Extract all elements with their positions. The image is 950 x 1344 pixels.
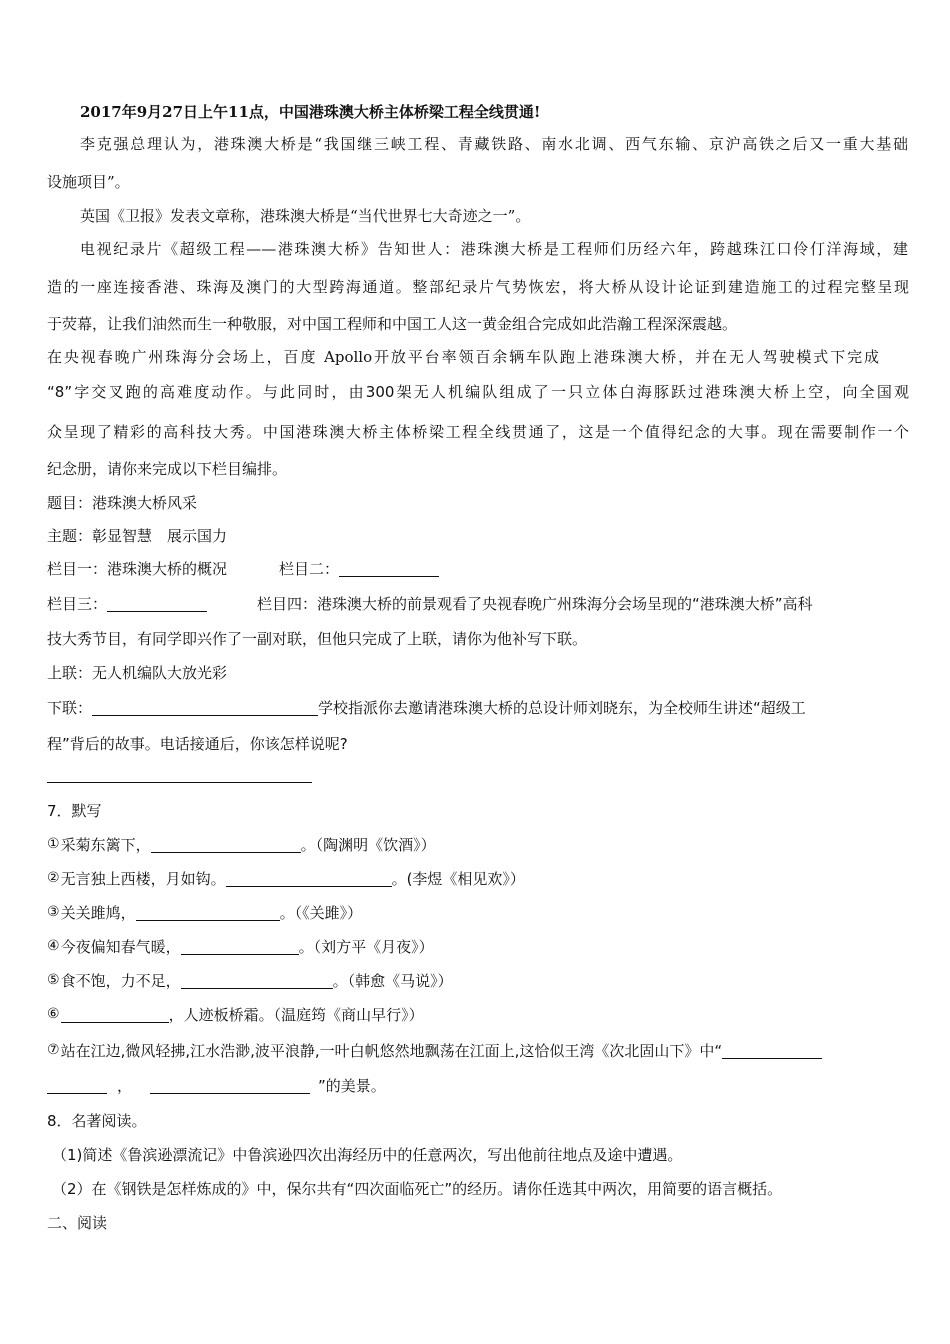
q7-blank-3[interactable] (136, 904, 280, 921)
q7-blank-5[interactable] (181, 972, 333, 989)
intro-line-7: 于荧幕，让我们油然而生一种敬服，对中国工程师和中国工人这一黄金组合完成如此浩瀚工程深深震越。 (47, 315, 738, 333)
q7-heading: 7．默写 (47, 802, 102, 820)
q7-item-7: ⑦站在江边,微风轻拂,江水浩渺,波平浪静,一叶白帆悠然地飘荡在江面上,这恰似王湾《次北固山下》中“ (47, 1039, 909, 1062)
q8-heading: 8．名著阅读。 (47, 1112, 147, 1130)
column-3-label: 栏目三： (47, 595, 108, 613)
lower-couplet-label: 下联： (47, 699, 93, 717)
q8-part-1: （1)简述《鲁滨逊漂流记》中鲁滨逊四次出海经历中的任意两次，写出他前往地点及途中遭遇。 (52, 1146, 683, 1164)
invite-task: 学校指派你去邀请港珠澳大桥的总设计师刘晓东，为全校师生讲述“超级工 (318, 699, 806, 717)
q7-item-2: ②无言独上西楼，月如钩。 。(李煜《相见欢》） (47, 870, 525, 888)
upper-couplet: 上联：无人机编队大放光彩 (47, 664, 228, 682)
q7-item-5: ⑤食不饱，力不足， 。（韩愈《马说》） (47, 972, 453, 990)
intro-line-11: 纪念册，请你来完成以下栏目编排。 (47, 460, 288, 478)
invite-task-cont: 程”背后的故事。电话接通后，你该怎样说呢? (47, 735, 348, 753)
q7-blank-2[interactable] (226, 870, 392, 887)
intro-line-8: 在央视春晚广州珠海分会场上，百度 Apollo开放平台率领百余辆车队跑上港珠澳大桥，并在无人驾驶模式下完成 (47, 348, 879, 366)
q7-blank-6[interactable] (61, 1006, 169, 1023)
q7-num-5: ⑤ (47, 972, 60, 988)
q7-num-3: ③ (47, 904, 60, 920)
column-4: 栏目四：港珠澳大桥的前景观看了央视春晚广州珠海分会场呈现的“港珠澳大桥”高科 (257, 595, 813, 613)
q7-blank-7c[interactable] (150, 1077, 310, 1094)
couplet-intro: 技大秀节目，有同学即兴作了一副对联，但他只完成了上联，请你为他补写下联。 (47, 630, 588, 648)
q7-num-2: ② (47, 870, 60, 886)
intro-line-10: 众呈现了精彩的高科技大秀。中国港珠澳大桥主体桥梁工程全线贯通了，这是一个值得纪念的大事。现在需要制作一个 (47, 423, 909, 441)
intro-line-2: 李克强总理认为，港珠澳大桥是“我国继三峡工程、青藏铁路、南水北调、西气东输、京沪高铁之后又一重大基础 (80, 135, 908, 153)
q7-blank-4[interactable] (181, 938, 299, 955)
q7-item-1: ①采菊东篱下， 。（陶渊明《饮酒》） (47, 836, 436, 854)
q7-item-7-cont: ， ”的美景。 (47, 1075, 909, 1097)
intro-line-5: 电视纪录片《超级工程——港珠澳大桥》告知世人：港珠澳大桥是工程师们历经六年，跨越珠江口伶仃洋海域，建 (80, 240, 908, 258)
intro-line-4: 英国《卫报》发表文章称，港珠澳大桥是“当代世界七大奇迹之一”。 (80, 207, 531, 225)
q7-num-6: ⑥ (47, 1006, 60, 1022)
column-row-2 (47, 593, 909, 615)
q7-blank-7a[interactable] (722, 1042, 822, 1059)
q7-blank-7b[interactable] (47, 1077, 107, 1094)
intro-line-9: “8”字交叉跑的高难度动作。与此同时，由300架无人机编队组成了一只立体白海豚跃过港珠澳大桥上空，向全国观 (47, 383, 909, 401)
lower-couplet-blank[interactable] (92, 699, 318, 716)
q7-item-4: ④今夜偏知春气暖， 。（刘方平《月夜》） (47, 938, 434, 956)
column-3-answer-blank[interactable] (107, 595, 207, 612)
section-2-heading: 二、阅读 (47, 1214, 108, 1232)
q7-num-7: ⑦ (47, 1042, 60, 1058)
column-2-answer-blank[interactable] (339, 560, 439, 577)
column-row-1 (47, 558, 909, 580)
q7-item-6: ⑥ ，人迹板桥霜。（温庭筠《商山早行》） (47, 1006, 424, 1024)
column-2-label: 栏目二： (279, 560, 340, 578)
intro-line-6: 造的一座连接香港、珠海及澳门的大型跨海通道。整部纪录片气势恢宏，将大桥从设计论证到建造施工的过程完整呈现 (47, 278, 909, 296)
q7-num-1: ① (47, 836, 60, 852)
q7-num-4: ④ (47, 938, 60, 954)
lower-couplet-row (47, 697, 909, 719)
column-1: 栏目一：港珠澳大桥的概况 (47, 560, 228, 578)
q7-item-3: ③关关雎鸠， 。（《关雎》） (47, 904, 363, 922)
phone-answer-line[interactable] (47, 782, 312, 783)
intro-line-3: 设施项目”。 (47, 173, 130, 191)
booklet-title: 题目：港珠澳大桥风采 (47, 494, 198, 512)
q8-part-2: （2）在《钢铁是怎样炼成的》中，保尔共有“四次面临死亡”的经历。请你任选其中两次，用简要的语言概括。 (52, 1180, 783, 1198)
intro-line-1: 2017年9月27日上午11点，中国港珠澳大桥主体桥梁工程全线贯通! (80, 103, 541, 121)
booklet-theme: 主题：彰显智慧 展示国力 (47, 527, 228, 545)
q7-blank-1[interactable] (151, 836, 301, 853)
